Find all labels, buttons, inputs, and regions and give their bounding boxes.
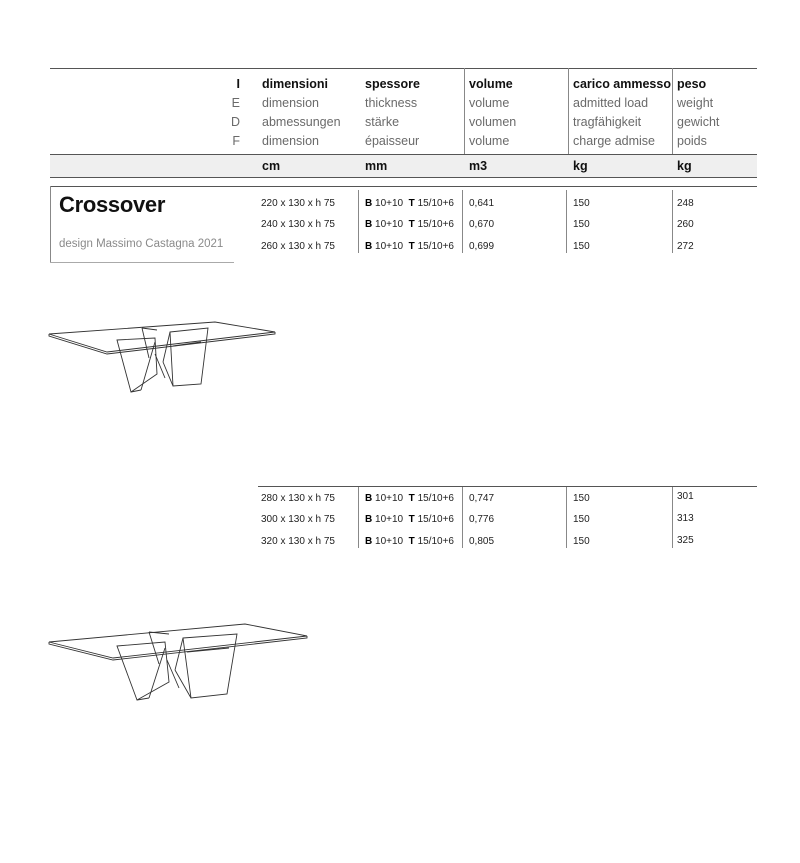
table-illustration-large: [45, 618, 315, 708]
header-divider: [672, 68, 673, 154]
table-illustration-small: [45, 318, 285, 398]
unit-kg-weight: kg: [677, 159, 692, 173]
product-top-rule: [50, 186, 757, 187]
unit-cm: cm: [262, 159, 281, 173]
unit-bar: [50, 154, 757, 178]
header-col-volume: volume volume volumen volume: [469, 77, 517, 148]
header-col-peso: peso weight gewicht poids: [677, 77, 720, 148]
table2-divider: [358, 487, 359, 548]
product-box-bottom: [50, 262, 234, 263]
header-top-rule: [50, 68, 757, 69]
product-box-left: [50, 186, 51, 262]
unit-m3: m3: [469, 159, 488, 173]
unit-mm: mm: [365, 159, 388, 173]
table2-divider: [566, 487, 567, 548]
header-col-spessore: spessore thickness stärke épaisseur: [365, 77, 420, 148]
table2-top-rule: [258, 486, 757, 487]
header-col-dimensioni: dimensioni dimension abmessungen dimension: [262, 77, 341, 148]
table2-divider: [672, 487, 673, 548]
lang-code-de: D: [230, 115, 240, 129]
table1-divider: [462, 190, 463, 253]
header-col-carico: carico ammesso admitted load tragfähigkeit charge admise: [573, 77, 671, 148]
product-designer: design Massimo Castagna 2021: [59, 238, 224, 250]
header-divider: [464, 68, 465, 154]
language-codes: [222, 75, 240, 151]
lang-code-en: E: [231, 96, 240, 110]
product-title: Crossover: [59, 192, 166, 217]
unit-kg-load: kg: [573, 159, 588, 173]
table1-divider: [358, 190, 359, 253]
table1-divider: [566, 190, 567, 253]
lang-code-it: I: [236, 77, 240, 91]
lang-code-fr: F: [232, 134, 240, 148]
table1-divider: [672, 190, 673, 253]
table2-divider: [462, 487, 463, 548]
header-divider: [568, 68, 569, 154]
